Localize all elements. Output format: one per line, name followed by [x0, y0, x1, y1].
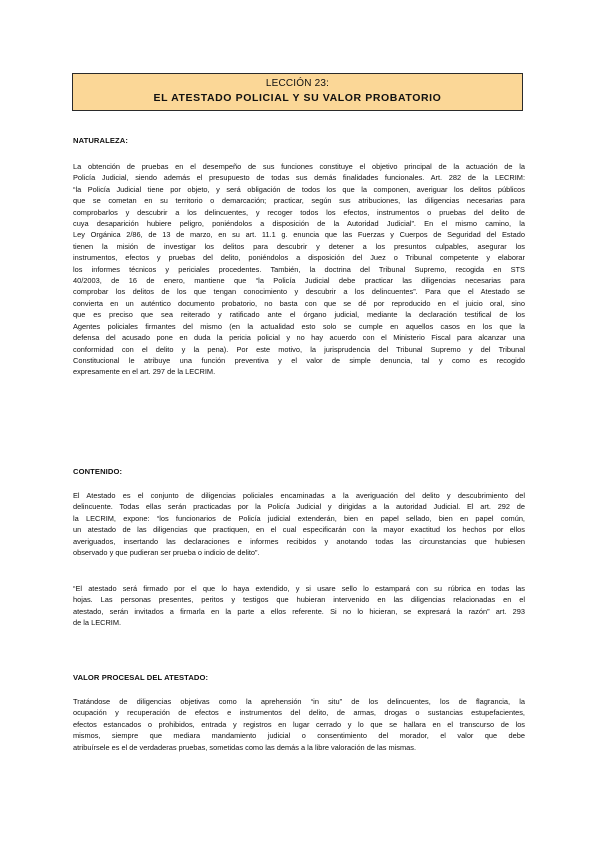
- paragraph-contenido-2: [73, 583, 525, 629]
- text-line: los informes técnicos y periciales procedentes. También, la doctrina del Tribunal Supremo, recogida en STS: [73, 264, 525, 274]
- text-line: La obtención de pruebas en el desempeño de sus funciones constituye el objetivo principal de la actuación de la: [73, 162, 525, 171]
- title-box: [72, 73, 523, 111]
- text-line: comprobar los delitos de los que tengan conocimiento y descubrir a los delincuentes”. Para que el Atestado se: [73, 287, 525, 297]
- text-line: “la Policía Judicial tiene por objeto, y será obligación de todos los que la componen, averiguar los delitos públicos: [73, 184, 525, 194]
- text-line: tienen la misión de investigar los delitos para descubrir y detener a los presuntos culpables, asegurar los: [73, 241, 525, 251]
- text-line: la LECRIM, expone: “los funcionarios de Policía judicial extenderán, bien en papel sellado, bien en papel común,: [73, 513, 525, 523]
- text-line: efectos estancados o prohibidos, entrada y registros en lugar cerrado y lo que se hallara en el transcurso de los: [73, 719, 525, 729]
- paragraph-valor-procesal: [73, 696, 525, 753]
- text-line: comprobarlos y descubrir a los delincuentes, y recoger todos los efectos, instrumentos o pruebas del delito de: [73, 207, 525, 217]
- text-line: conformidad con el delito y la pena). Por este motivo, la jurisprudencia del Tribunal Supremo y del Tribunal: [73, 344, 525, 354]
- text-line: observado y que pudieran ser prueba o indicio de delito”.: [73, 548, 260, 558]
- text-line: cuya desaparición hubiere peligro, poniéndolos a disposición de la Autoridad Judicial”. En el mismo camino, la: [73, 219, 525, 229]
- text-line: “El atestado será firmado por el que lo haya extendido, y si usare sello lo estampará con su rúbrica en todas las: [73, 584, 525, 593]
- text-line: ocupación y recuperación de efectos e instrumentos del delito, de armas, drogas o sustancias estupefacientes,: [73, 708, 525, 718]
- text-line: Policía Judicial, siendo además el presupuesto de todas sus demás finalidades funcionales. Art. 282 de la LECRIM:: [73, 173, 525, 183]
- text-line: hojas. Las personas presentes, peritos y testigos que hubieran intervenido en las diligencias relacionadas en el: [73, 595, 525, 605]
- text-line: atestado, serán invitados a firmarla en la parte a ellos referente. Si no lo hicieran, se expresará la razón” art. 293: [73, 606, 525, 616]
- text-line: expresamente en el art. 297 de la LECRIM.: [73, 367, 216, 377]
- text-line: Agentes policiales firmantes del mismo (en la actualidad esto solo se cumple en aquellos casos en los que la: [73, 321, 525, 331]
- text-line: averiguados, insertando las declaraciones e informes recibidos y anotando todas las circunstancias que hubiesen: [73, 536, 525, 546]
- text-line: mismos, siempre que mediara mandamiento judicial o consentimiento del morador, el valor que debe: [73, 731, 525, 741]
- text-line: defensa del acusado pone en duda la pericia policial y no hay acuerdo con el Ministerio Fiscal para alcanzar una: [73, 333, 525, 343]
- text-line: delincuente. Todas ellas serán practicadas por la Policía Judicial y dirigidas a la autoridad Judicial. El art. 292 de: [73, 502, 525, 512]
- section-heading-naturaleza: NATURALEZA:: [73, 136, 128, 145]
- text-line: Ley Orgánica 2/86, de 13 de marzo, en su art. 11.1 g. enuncia que las Fuerzas y Cuerpos de Seguridad del Estado: [73, 230, 525, 240]
- text-line: atribuírsele es el de verdaderas pruebas, sometidas como las demás a la libre valoración de las mismas.: [73, 742, 417, 752]
- paragraph-contenido-1: [73, 490, 525, 558]
- text-line: que es preciso que sea reiterado y ratificado ante el órgano judicial, mediante la declaración testifical de los: [73, 310, 525, 320]
- lesson-title: EL ATESTADO POLICIAL Y SU VALOR PROBATORIO: [153, 92, 442, 104]
- paragraph-naturaleza: [73, 161, 525, 378]
- section-heading-valor-procesal: VALOR PROCESAL DEL ATESTADO:: [73, 673, 209, 682]
- text-line: de la LECRIM.: [73, 618, 122, 628]
- lesson-number: LECCIÓN 23:: [265, 78, 330, 89]
- text-line: Constitucional le atribuye una función preventiva y el valor de simple denuncia, tal y como es recogido: [73, 355, 525, 365]
- text-line: convierta en un auténtico documento probatorio, no basta con que se dé por reproducido en el juicio oral, sino: [73, 298, 525, 308]
- section-heading-contenido: CONTENIDO:: [73, 467, 123, 476]
- text-line: El Atestado es el conjunto de diligencias policiales encaminadas a la averiguación del delito y descubrimiento del: [73, 491, 525, 500]
- text-line: 40/2003, de 16 de enero, mantiene que “la Policía Judicial debe practicar las diligencias necesarias para: [73, 276, 525, 286]
- text-line: que se cometan en su territorio o demarcación; practicar, según sus atribuciones, las diligencias necesarias para: [73, 196, 525, 206]
- text-line: un atestado de las diligencias que practiquen, en el cual especificarán con la mayor exactitud los hechos por ellos: [73, 525, 525, 535]
- text-line: instrumentos, efectos y pruebas del delito, poniéndolos a disposición del Juez o Tribunal competente y elaborar: [73, 253, 525, 263]
- text-line: Tratándose de diligencias objetivas como la aprehensión “in situ” de los delincuentes, los de flagrancia, la: [73, 697, 525, 706]
